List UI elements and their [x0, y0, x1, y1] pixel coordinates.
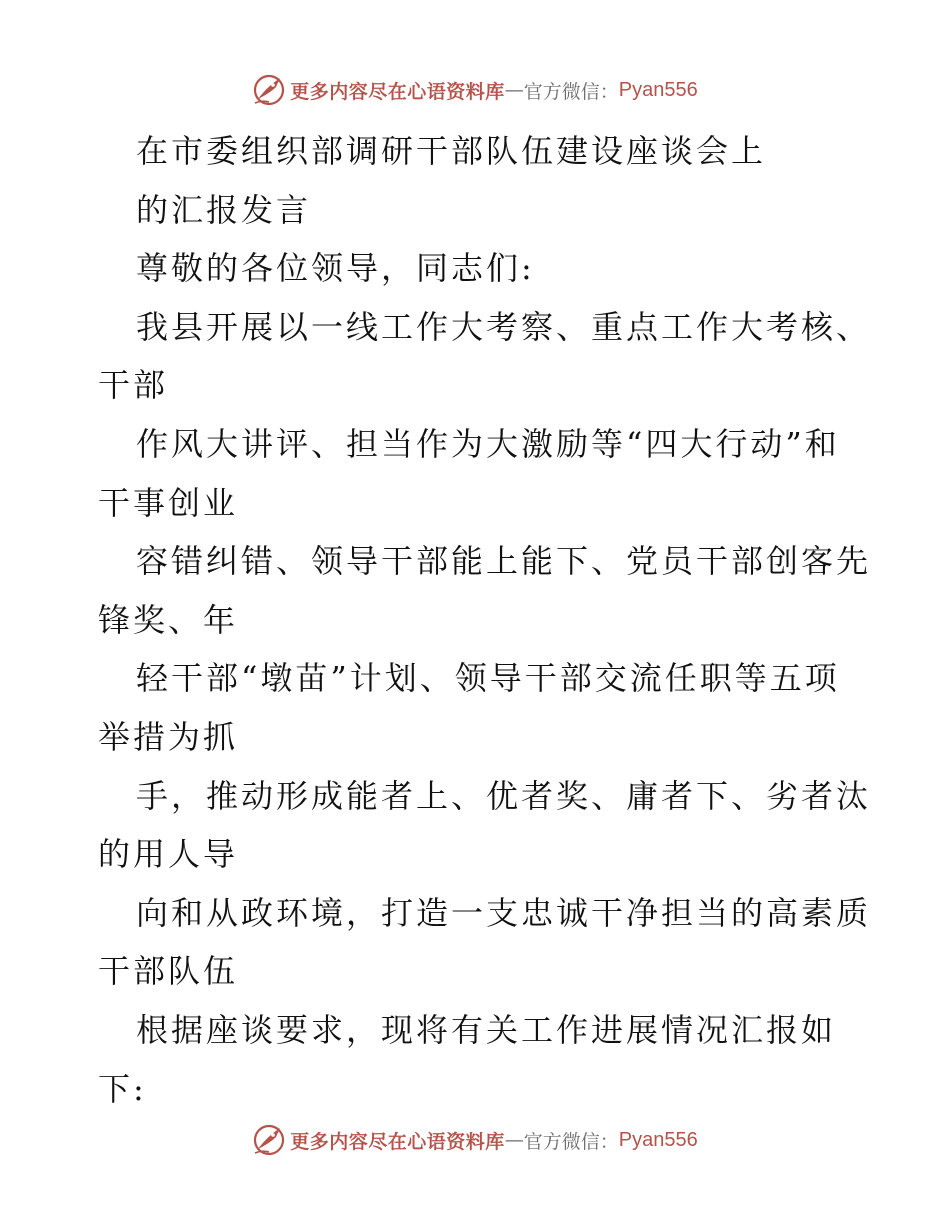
paragraph-line: 下: — [98, 1069, 147, 1108]
paragraph-line: 锋奖、年 — [98, 600, 239, 639]
watermark-wechat-id: Pyan556 — [618, 78, 698, 101]
header-watermark — [0, 70, 950, 110]
watermark-sub-text: 官方微信： — [523, 80, 619, 103]
footer-watermark — [0, 1120, 950, 1160]
paragraph-line: 轻干部“墩苗”计划、领导干部交流任职等五项 — [136, 659, 840, 698]
watermark-main-text: 更多内容尽在心语资料库 — [290, 80, 505, 103]
watermark-dash: — — [504, 1129, 524, 1151]
paragraph-line: 容错纠错、领导干部能上能下、党员干部创客先 — [136, 542, 872, 581]
paragraph-line: 向和从政环境，打造一支忠诚干净担当的高素质 — [136, 893, 872, 932]
watermark-wechat-id: Pyan556 — [618, 1128, 698, 1151]
paragraph-line: 干事创业 — [98, 483, 239, 522]
paragraph-line: 根据座谈要求，现将有关工作进展情况汇报如 — [136, 1010, 837, 1049]
paragraph-line: 干部队伍 — [98, 952, 239, 991]
pen-nib-logo-icon — [252, 1123, 286, 1157]
paragraph-line: 我县开展以一线工作大考察、重点工作大考核、 — [136, 307, 872, 346]
salutation: 尊敬的各位领导，同志们: — [136, 249, 535, 288]
paragraph-line: 举措为抓 — [98, 717, 239, 756]
watermark-sub-text: 官方微信： — [523, 1130, 619, 1153]
paragraph-line: 的用人导 — [98, 835, 239, 874]
watermark-dash: — — [504, 79, 524, 101]
title-line-1: 在市委组织部调研干部队伍建设座谈会上 — [136, 132, 767, 170]
document-body — [98, 122, 872, 1118]
paragraph-line: 干部 — [98, 366, 169, 405]
title-line-2: 的汇报发言 — [136, 190, 312, 229]
paragraph-line: 作风大讲评、担当作为大激励等“四大行动”和 — [136, 424, 840, 463]
pen-nib-logo-icon — [252, 73, 286, 107]
paragraph-line: 手，推动形成能者上、优者奖、庸者下、劣者汰 — [136, 776, 872, 815]
watermark-main-text: 更多内容尽在心语资料库 — [290, 1130, 505, 1153]
